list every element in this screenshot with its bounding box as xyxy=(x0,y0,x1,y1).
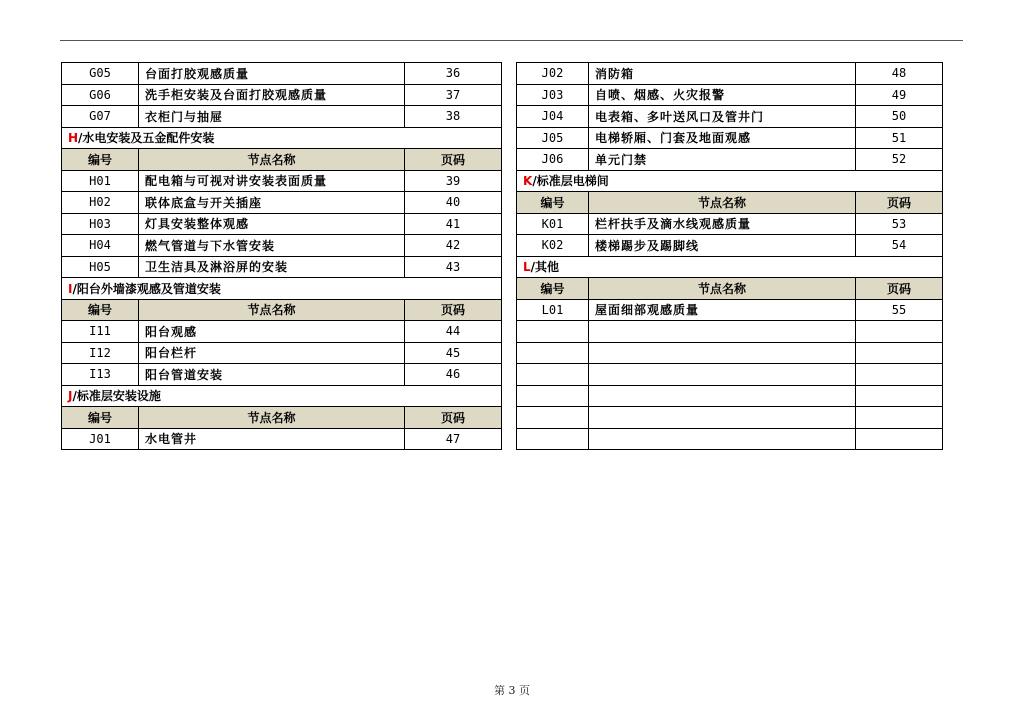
column-header-page: 页码 xyxy=(856,278,943,300)
column-header-name: 节点名称 xyxy=(589,192,856,214)
column-header-row xyxy=(62,407,502,429)
node-name: 栏杆扶手及滴水线观感质量 xyxy=(589,213,856,235)
table-row xyxy=(517,106,943,128)
node-code xyxy=(517,342,589,364)
section-label: /其他 xyxy=(530,260,560,275)
node-code: H04 xyxy=(62,235,139,257)
column-header-code: 编号 xyxy=(62,407,139,429)
section-label: /标准层电梯间 xyxy=(532,174,609,189)
page-number: 40 xyxy=(405,192,502,214)
page-number: 51 xyxy=(856,127,943,149)
column-header-row xyxy=(62,149,502,171)
node-code: K02 xyxy=(517,235,589,257)
column-header-name: 节点名称 xyxy=(139,407,405,429)
column-header-code: 编号 xyxy=(517,192,589,214)
node-code: J03 xyxy=(517,84,589,106)
section-letter: L xyxy=(523,260,531,275)
table-row xyxy=(517,63,943,85)
top-rule xyxy=(60,40,963,41)
section-title xyxy=(517,170,943,192)
column-header-name: 节点名称 xyxy=(589,278,856,300)
node-code: H03 xyxy=(62,213,139,235)
toc-table-left xyxy=(61,62,502,450)
node-code xyxy=(517,385,589,407)
section-title xyxy=(62,385,502,407)
node-code xyxy=(517,407,589,429)
page-number: 45 xyxy=(405,342,502,364)
section-label: /水电安装及五金配件安装 xyxy=(78,131,215,146)
table-row xyxy=(62,63,502,85)
page-number: 48 xyxy=(856,63,943,85)
node-code: J05 xyxy=(517,127,589,149)
node-name: 燃气管道与下水管安装 xyxy=(139,235,405,257)
node-name: 配电箱与可视对讲安装表面质量 xyxy=(139,170,405,192)
table-row xyxy=(62,428,502,450)
page-number xyxy=(856,385,943,407)
page-number: 52 xyxy=(856,149,943,171)
node-code: J01 xyxy=(62,428,139,450)
table-row xyxy=(517,364,943,386)
column-header-row xyxy=(517,278,943,300)
page-number: 44 xyxy=(405,321,502,343)
page-number: 54 xyxy=(856,235,943,257)
section-title xyxy=(517,256,943,278)
node-name: 卫生洁具及淋浴屏的安装 xyxy=(139,256,405,278)
node-name: 台面打胶观感质量 xyxy=(139,63,405,85)
page-number: 53 xyxy=(856,213,943,235)
node-name: 阳台观感 xyxy=(139,321,405,343)
node-code: J06 xyxy=(517,149,589,171)
page-number xyxy=(856,407,943,429)
page-number: 55 xyxy=(856,299,943,321)
table-row xyxy=(62,256,502,278)
node-name: 楼梯踢步及踢脚线 xyxy=(589,235,856,257)
node-code: J04 xyxy=(517,106,589,128)
column-header-code: 编号 xyxy=(62,149,139,171)
node-name: 单元门禁 xyxy=(589,149,856,171)
node-name: 电表箱、多叶送风口及管井门 xyxy=(589,106,856,128)
section-letter: J xyxy=(68,389,73,404)
column-header-page: 页码 xyxy=(405,149,502,171)
column-header-name: 节点名称 xyxy=(139,299,405,321)
section-row xyxy=(62,127,502,149)
node-name xyxy=(589,428,856,450)
table-row xyxy=(517,299,943,321)
table-row xyxy=(62,321,502,343)
node-name xyxy=(589,321,856,343)
column-header-page: 页码 xyxy=(405,407,502,429)
node-code xyxy=(517,321,589,343)
node-name: 联体底盒与开关插座 xyxy=(139,192,405,214)
page-number: 38 xyxy=(405,106,502,128)
section-row xyxy=(62,385,502,407)
table-row xyxy=(62,235,502,257)
section-row xyxy=(517,256,943,278)
page-number xyxy=(856,321,943,343)
page-number: 50 xyxy=(856,106,943,128)
section-title xyxy=(62,278,502,300)
table-row xyxy=(62,213,502,235)
section-title xyxy=(62,127,502,149)
node-code xyxy=(517,428,589,450)
table-row xyxy=(517,213,943,235)
column-header-name: 节点名称 xyxy=(139,149,405,171)
section-letter: K xyxy=(523,174,533,189)
table-row xyxy=(517,149,943,171)
section-letter: H xyxy=(68,131,79,146)
node-name: 阳台栏杆 xyxy=(139,342,405,364)
node-name xyxy=(589,385,856,407)
page-number: 39 xyxy=(405,170,502,192)
page-number xyxy=(856,342,943,364)
page-number: 46 xyxy=(405,364,502,386)
node-name xyxy=(589,364,856,386)
node-name: 洗手柜安装及台面打胶观感质量 xyxy=(139,84,405,106)
node-code: I13 xyxy=(62,364,139,386)
section-label: /阳台外墙漆观感及管道安装 xyxy=(72,281,221,296)
table-row xyxy=(517,428,943,450)
toc-table-right xyxy=(516,62,943,450)
node-code: H02 xyxy=(62,192,139,214)
page-number: 36 xyxy=(405,63,502,85)
section-letter: I xyxy=(68,281,73,296)
column-header-row xyxy=(62,299,502,321)
page-number: 49 xyxy=(856,84,943,106)
node-name xyxy=(589,342,856,364)
section-row xyxy=(517,170,943,192)
page-number: 47 xyxy=(405,428,502,450)
table-row xyxy=(62,342,502,364)
node-name: 衣柜门与抽屉 xyxy=(139,106,405,128)
table-row xyxy=(62,364,502,386)
table-row xyxy=(517,385,943,407)
node-code: L01 xyxy=(517,299,589,321)
column-header-code: 编号 xyxy=(517,278,589,300)
node-name: 电梯轿厢、门套及地面观感 xyxy=(589,127,856,149)
table-row xyxy=(517,84,943,106)
page-number: 37 xyxy=(405,84,502,106)
node-code: J02 xyxy=(517,63,589,85)
node-code: I11 xyxy=(62,321,139,343)
node-name xyxy=(589,407,856,429)
section-label: /标准层安装设施 xyxy=(72,389,161,404)
table-row xyxy=(62,192,502,214)
node-code: I12 xyxy=(62,342,139,364)
page-number: 41 xyxy=(405,213,502,235)
table-row xyxy=(517,321,943,343)
table-row xyxy=(62,170,502,192)
page-number: 43 xyxy=(405,256,502,278)
node-name: 屋面细部观感质量 xyxy=(589,299,856,321)
node-code: G06 xyxy=(62,84,139,106)
table-row xyxy=(62,84,502,106)
table-row xyxy=(517,235,943,257)
node-code: H05 xyxy=(62,256,139,278)
node-code: G07 xyxy=(62,106,139,128)
page-number xyxy=(856,364,943,386)
page-footer: 第 3 页 xyxy=(494,684,530,697)
node-name: 灯具安装整体观感 xyxy=(139,213,405,235)
node-name: 自喷、烟感、火灾报警 xyxy=(589,84,856,106)
column-header-page: 页码 xyxy=(856,192,943,214)
page-number xyxy=(856,428,943,450)
section-row xyxy=(62,278,502,300)
table-row xyxy=(62,106,502,128)
node-name: 阳台管道安装 xyxy=(139,364,405,386)
node-code: G05 xyxy=(62,63,139,85)
column-header-page: 页码 xyxy=(405,299,502,321)
node-code: K01 xyxy=(517,213,589,235)
node-code xyxy=(517,364,589,386)
node-code: H01 xyxy=(62,170,139,192)
column-header-row xyxy=(517,192,943,214)
node-name: 消防箱 xyxy=(589,63,856,85)
column-header-code: 编号 xyxy=(62,299,139,321)
table-row xyxy=(517,407,943,429)
page-number: 42 xyxy=(405,235,502,257)
table-row xyxy=(517,342,943,364)
node-name: 水电管井 xyxy=(139,428,405,450)
table-row xyxy=(517,127,943,149)
